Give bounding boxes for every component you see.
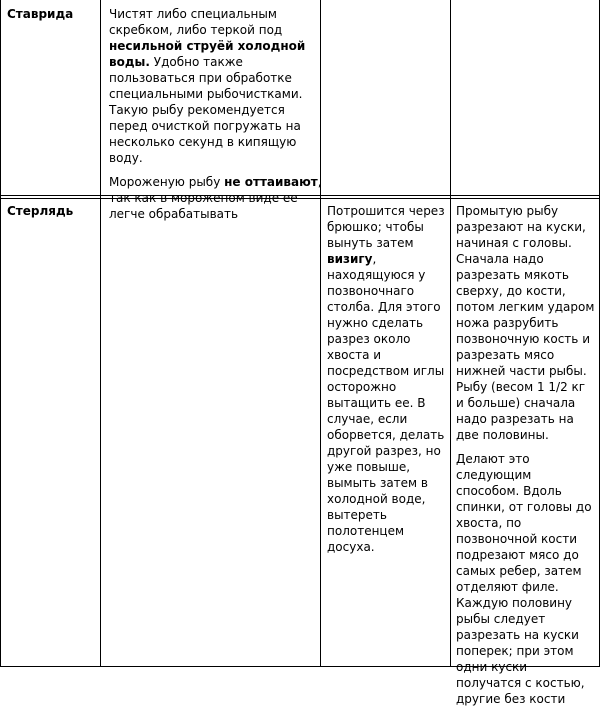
cleaning-text-cont: Удобно также пользоваться при обработке специальными рыбочистками. Такую рыбу рекомендуется перед очисткой погружать на несколько секунд в кипящую воду. [109, 55, 303, 165]
cleaning-text: Чистят либо специальным скребком, либо теркой под [109, 7, 283, 37]
frozen-text-cont: , так как в мороженом виде ее легче обрабатывать [109, 175, 322, 221]
gutting-instructions-cell [327, 203, 449, 555]
cutting-paragraph-2: Делают это следующим способом. Вдоль спинки, от головы до хвоста, по позвоночной кости подрезают мясо до самых ребер, затем отделяют филе. Каждую половину рыбы следует разрезать на куски поперек; при этом одни куски получатся с костью, другие без кости [456, 452, 592, 706]
fish-name-cell: Ставрида [7, 7, 74, 21]
cleaning-paragraph [109, 6, 322, 166]
fish-name-cell: Стерлядь [7, 204, 74, 218]
frozen-fish-paragraph [109, 174, 322, 222]
gutting-text-cont: , находящуюся у позвоночнаго столба. Для этого нужно сделать разрез около хвоста и посредством иглы осторожно вытащить ее. В случае, если оборвется, делать другой разрез, но уже повыше, вымыть затем в холодной воде, вытереть полотенцем досуха. [327, 252, 445, 554]
column-divider [0, 0, 1, 667]
gutting-paragraph [327, 203, 449, 555]
column-divider [100, 0, 101, 667]
gutting-emphasis: визигу [327, 252, 373, 266]
gutting-text: Потрошится через брюшко; чтобы вынуть затем [327, 204, 445, 250]
column-divider [450, 0, 451, 667]
cutting-instructions-cell [456, 203, 596, 707]
cleaning-emphasis: несильной струёй холодной воды. [109, 39, 306, 69]
cutting-paragraph-1: Промытую рыбу разрезают на куски, начиная с головы. Сначала надо разрезать мякоть сверху, до кости, потом легким ударом ножа разрубить позвоночную кость и разрезать мясо нижней части рыбы. Рыбу (весом 1 1/2 кг и больше) сначала надо разрезать на две половины. [456, 204, 595, 442]
frozen-emphasis: не оттаивают [224, 175, 318, 189]
cleaning-instructions-cell [109, 6, 322, 222]
frozen-text: Мороженую рыбу [109, 175, 221, 189]
